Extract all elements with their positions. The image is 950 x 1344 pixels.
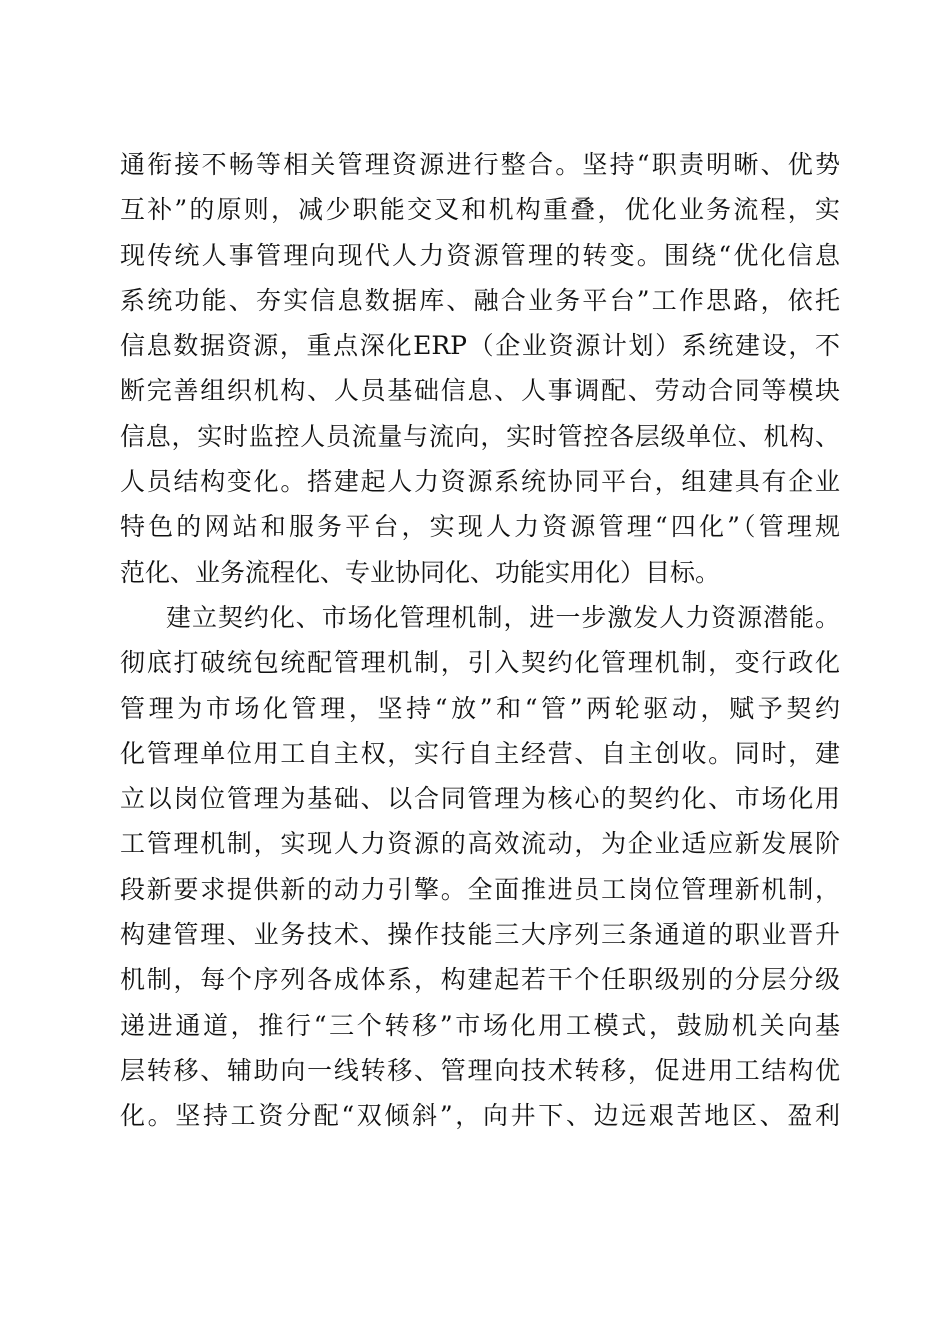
- text-line: 现传统人事管理向现代人力资源管理的转变。围绕“优化信息: [120, 240, 840, 270]
- text-line: 信息数据资源，重点深化ERP（企业资源计划）系统建设，不: [120, 331, 840, 361]
- text-line-paragraph-start: 建立契约化、市场化管理机制，进一步激发人力资源潜能。: [166, 602, 840, 632]
- text-line-paragraph-end: 范化、业务流程化、专业协同化、功能实用化）目标。: [120, 557, 721, 587]
- text-line: 构建管理、业务技术、操作技能三大序列三条通道的职业晋升: [120, 920, 840, 950]
- text-line: 人员结构变化。搭建起人力资源系统协同平台，组建具有企业: [120, 467, 840, 497]
- text-line: 信息，实时监控人员流量与流向，实时管控各层级单位、机构、: [120, 421, 840, 451]
- text-line: 工管理机制，实现人力资源的高效流动，为企业适应新发展阶: [120, 829, 840, 859]
- text-line: 化。坚持工资分配“双倾斜”，向井下、边远艰苦地区、盈利: [120, 1101, 840, 1131]
- text-line: 机制，每个序列各成体系，构建起若干个任职级别的分层分级: [120, 965, 840, 995]
- text-line: 彻底打破统包统配管理机制，引入契约化管理机制，变行政化: [120, 648, 840, 678]
- text-line: 段新要求提供新的动力引擎。全面推进员工岗位管理新机制，: [120, 874, 840, 904]
- text-line: 断完善组织机构、人员基础信息、人事调配、劳动合同等模块: [120, 376, 840, 406]
- text-line: 互补”的原则，减少职能交叉和机构重叠，优化业务流程，实: [120, 195, 840, 225]
- text-line: 通衔接不畅等相关管理资源进行整合。坚持“职责明晰、优势: [120, 150, 840, 179]
- body-text: [120, 142, 840, 1139]
- text-line: 系统功能、夯实信息数据库、融合业务平台”工作思路，依托: [120, 285, 840, 315]
- text-line: 立以岗位管理为基础、以合同管理为核心的契约化、市场化用: [120, 784, 840, 814]
- text-line: 管理为市场化管理，坚持“放”和“管”两轮驱动，赋予契约: [120, 693, 840, 723]
- text-line: 特色的网站和服务平台，实现人力资源管理“四化”（管理规: [120, 512, 840, 542]
- text-line: 化管理单位用工自主权，实行自主经营、自主创收。同时，建: [120, 738, 840, 768]
- text-line: 层转移、辅助向一线转移、管理向技术转移，促进用工结构优: [120, 1055, 840, 1085]
- text-line: 递进通道，推行“三个转移”市场化用工模式，鼓励机关向基: [120, 1010, 840, 1040]
